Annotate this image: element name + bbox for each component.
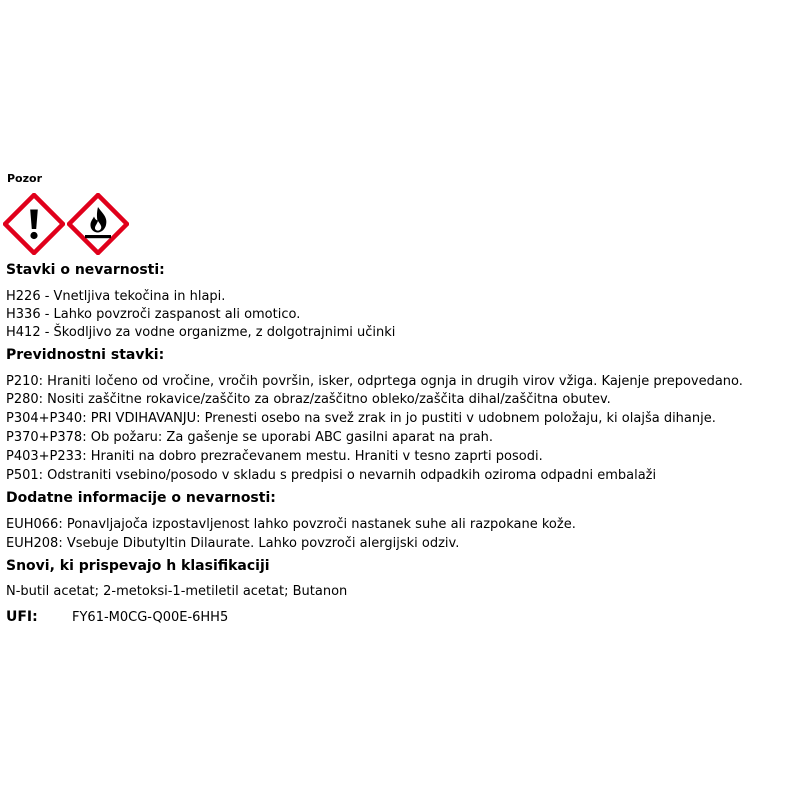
flame-icon [67, 193, 129, 255]
precautionary-statement: P501: Odstraniti vsebino/posodo v skladu s predpisi o nevarnih odpadkih oziroma odpadni embalaži [6, 468, 657, 483]
precautionary-statements-heading: Previdnostni stavki: [6, 347, 165, 363]
ufi-row [6, 608, 228, 627]
ufi-label: UFI: [6, 609, 38, 625]
precautionary-statement: P280: Nositi zaščitne rokavice/zaščito za obraz/zaščitno obleko/zaščita dihal/zaščitna obutev. [6, 392, 611, 407]
precautionary-statement: P210: Hraniti ločeno od vročine, vročih površin, isker, odprtega ognja in drugih virov vžiga. Kajenje prepovedano. [6, 374, 743, 389]
signal-word: Pozor [7, 172, 43, 185]
ghs-pictograms [3, 193, 131, 257]
hazard-statements-heading: Stavki o nevarnosti: [6, 262, 165, 278]
hazard-statement: H226 - Vnetljiva tekočina in hlapi. [6, 289, 226, 304]
hazard-statement: H336 - Lahko povzroči zaspanost ali omotico. [6, 307, 301, 322]
additional-statement: EUH066: Ponavljajoča izpostavljenost lahko povzroči nastanek suhe ali razpokane kože. [6, 517, 576, 532]
precautionary-statement: P304+P340: PRI VDIHAVANJU: Prenesti osebo na svež zrak in jo pustiti v udobnem položaju, ki olajša dihanje. [6, 411, 716, 426]
substances-heading: Snovi, ki prispevajo h klasifikaciji [6, 558, 270, 574]
hazard-statement: H412 - Škodljivo za vodne organizme, z dolgotrajnimi učinki [6, 325, 396, 340]
precautionary-statement: P403+P233: Hraniti na dobro prezračevanem mestu. Hraniti v tesno zaprti posodi. [6, 449, 543, 464]
ufi-code: FY61-M0CG-Q00E-6HH5 [72, 610, 229, 625]
additional-statement: EUH208: Vsebuje Dibutyltin Dilaurate. Lahko povzroči alergijski odziv. [6, 536, 460, 551]
precautionary-statement: P370+P378: Ob požaru: Za gašenje se uporabi ABC gasilni aparat na prah. [6, 430, 494, 445]
additional-info-heading: Dodatne informacije o nevarnosti: [6, 490, 276, 506]
exclamation-mark-icon [3, 193, 65, 255]
substances-list: N-butil acetat; 2-metoksi-1-metiletil acetat; Butanon [6, 584, 348, 599]
